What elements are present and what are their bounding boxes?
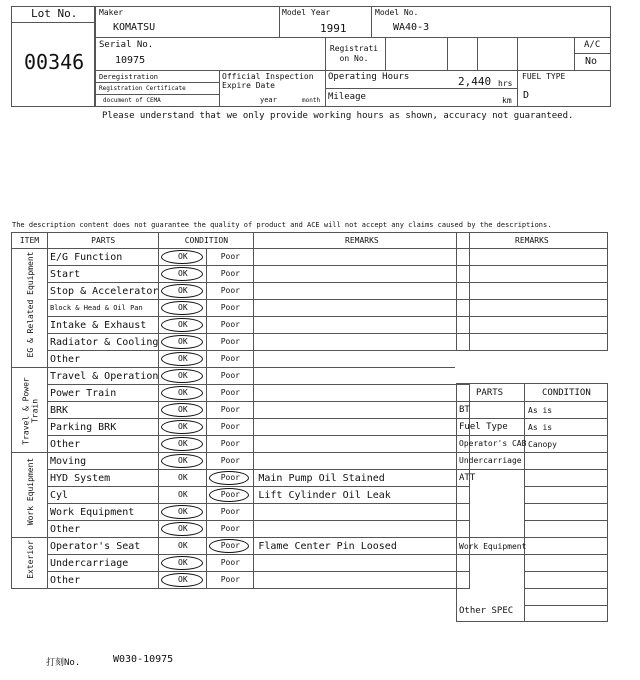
remark-cell bbox=[254, 504, 470, 521]
group-label: Travel & Power Train bbox=[21, 376, 39, 445]
ok-cell bbox=[159, 504, 207, 521]
poor-label: Poor bbox=[220, 507, 240, 516]
ok-label: OK bbox=[178, 269, 188, 278]
remark-cell bbox=[254, 300, 470, 317]
table-row bbox=[12, 249, 470, 266]
remark-cell bbox=[254, 266, 470, 283]
remark-cell bbox=[254, 283, 470, 300]
remark-cell bbox=[254, 334, 470, 351]
hrs-unit: hrs bbox=[498, 79, 513, 88]
poor-cell bbox=[207, 572, 254, 589]
poor-cell bbox=[207, 504, 254, 521]
ok-label: OK bbox=[178, 541, 188, 550]
part-name: Intake & Exhaust bbox=[48, 317, 159, 334]
part-name: Undercarriage bbox=[48, 555, 159, 572]
group-cell bbox=[12, 249, 48, 368]
condition-header: CONDITION bbox=[159, 233, 254, 249]
ok-cell bbox=[159, 351, 207, 368]
right-parts-header: PARTS bbox=[476, 388, 504, 398]
ok-label: OK bbox=[178, 507, 188, 516]
ok-label: OK bbox=[178, 558, 188, 567]
poor-label: Poor bbox=[220, 252, 240, 261]
maker-value: KOMATSU bbox=[113, 22, 156, 33]
remark-cell bbox=[254, 521, 470, 538]
table-row bbox=[12, 334, 470, 351]
ok-label: OK bbox=[178, 371, 188, 380]
table-row bbox=[12, 351, 470, 368]
poor-cell bbox=[207, 521, 254, 538]
part-name: Cyl bbox=[48, 487, 159, 504]
right-condition-value: As is bbox=[528, 406, 553, 415]
remark-cell bbox=[254, 402, 470, 419]
year-label: year bbox=[260, 96, 277, 104]
ok-cell bbox=[159, 419, 207, 436]
table-row bbox=[12, 402, 470, 419]
ok-cell bbox=[159, 555, 207, 572]
group-cell bbox=[12, 538, 48, 589]
right-part-name: Undercarriage bbox=[459, 456, 522, 465]
ok-cell bbox=[159, 470, 207, 487]
table-row bbox=[12, 300, 470, 317]
parts-header: PARTS bbox=[48, 233, 159, 249]
remark-cell bbox=[254, 453, 470, 470]
remark-cell bbox=[254, 419, 470, 436]
ok-label: OK bbox=[178, 575, 188, 584]
poor-cell bbox=[207, 334, 254, 351]
model-year-label: Model Year bbox=[282, 8, 331, 17]
right-remarks-header: REMARKS bbox=[515, 236, 549, 245]
poor-cell bbox=[207, 555, 254, 572]
ok-label: OK bbox=[178, 337, 188, 346]
cema-label: document of CEMA bbox=[103, 97, 161, 104]
operating-hours-value: 2,440 bbox=[458, 75, 492, 88]
part-name: Other bbox=[48, 436, 159, 453]
ok-label: OK bbox=[178, 354, 188, 363]
table-row bbox=[12, 368, 470, 385]
part-name: Stop & Accelerator bbox=[48, 283, 159, 300]
model-no-label: Model No. bbox=[375, 8, 419, 17]
table-row bbox=[12, 504, 470, 521]
ok-label: OK bbox=[178, 422, 188, 431]
ok-label: OK bbox=[178, 388, 188, 397]
registration-certificate-label: Registration Certificate bbox=[99, 85, 186, 92]
right-part-name: BT bbox=[459, 405, 470, 415]
inspection-table bbox=[11, 232, 470, 589]
poor-label: Poor bbox=[220, 541, 240, 550]
stamp-label: 打刻No. bbox=[46, 658, 81, 668]
right-condition-value: As is bbox=[528, 423, 553, 432]
poor-label: Poor bbox=[220, 371, 240, 380]
poor-cell bbox=[207, 368, 254, 385]
remarks-header: REMARKS bbox=[254, 233, 470, 249]
part-name: HYD System bbox=[48, 470, 159, 487]
remark-cell: Lift Cylinder Oil Leak bbox=[254, 487, 470, 504]
ok-label: OK bbox=[178, 320, 188, 329]
poor-cell bbox=[207, 385, 254, 402]
poor-cell bbox=[207, 300, 254, 317]
group-cell bbox=[12, 368, 48, 453]
remark-cell bbox=[254, 555, 470, 572]
model-year-value: 1991 bbox=[320, 22, 347, 35]
km-unit: km bbox=[502, 96, 512, 105]
fuel-type-label: FUEL TYPE bbox=[522, 72, 566, 81]
ok-label: OK bbox=[178, 524, 188, 533]
part-name: Travel & Operation bbox=[48, 368, 159, 385]
ok-cell bbox=[159, 538, 207, 555]
table-row bbox=[12, 266, 470, 283]
remark-cell bbox=[254, 436, 470, 453]
ok-cell bbox=[159, 385, 207, 402]
table-row bbox=[12, 453, 470, 470]
deregistration-label: Deregistration bbox=[99, 73, 159, 81]
ok-cell bbox=[159, 453, 207, 470]
table-row bbox=[12, 470, 470, 487]
part-name: Other bbox=[48, 521, 159, 538]
stamp-number: W030-10975 bbox=[113, 654, 174, 665]
remark-cell: Flame Center Pin Loosed bbox=[254, 538, 470, 555]
serial-value: 10975 bbox=[115, 55, 146, 66]
ok-cell bbox=[159, 266, 207, 283]
right-part-name: Operator's CAB bbox=[459, 439, 527, 448]
poor-cell bbox=[207, 453, 254, 470]
table-row bbox=[12, 436, 470, 453]
ok-cell bbox=[159, 249, 207, 266]
ok-cell bbox=[159, 572, 207, 589]
ok-label: OK bbox=[178, 252, 188, 261]
poor-cell bbox=[207, 538, 254, 555]
registration-label: Registrati on No. bbox=[329, 44, 379, 63]
ok-cell bbox=[159, 521, 207, 538]
table-row bbox=[12, 385, 470, 402]
ok-cell bbox=[159, 402, 207, 419]
poor-label: Poor bbox=[220, 354, 240, 363]
poor-cell bbox=[207, 419, 254, 436]
poor-label: Poor bbox=[220, 473, 240, 482]
ok-cell bbox=[159, 283, 207, 300]
ac-value: No bbox=[585, 56, 598, 67]
model-no-value: WA40-3 bbox=[393, 22, 430, 33]
ok-label: OK bbox=[178, 456, 188, 465]
ok-label: OK bbox=[178, 405, 188, 414]
poor-cell bbox=[207, 487, 254, 504]
month-label: month bbox=[302, 97, 321, 104]
table-row bbox=[12, 487, 470, 504]
table-row bbox=[12, 283, 470, 300]
poor-cell bbox=[207, 317, 254, 334]
poor-cell bbox=[207, 436, 254, 453]
other-spec-label: Other SPEC bbox=[459, 606, 514, 616]
remark-cell bbox=[254, 317, 470, 334]
right-condition-value: Canopy bbox=[528, 440, 557, 449]
ok-label: OK bbox=[178, 439, 188, 448]
part-name: BRK bbox=[48, 402, 159, 419]
group-label: EG & Related Equipment bbox=[25, 251, 35, 357]
group-cell bbox=[12, 453, 48, 538]
poor-cell bbox=[207, 283, 254, 300]
work-equipment-label: Work Equipment bbox=[459, 542, 527, 551]
ok-cell bbox=[159, 317, 207, 334]
poor-label: Poor bbox=[220, 320, 240, 329]
table-row bbox=[12, 538, 470, 555]
right-part-name: Fuel Type bbox=[459, 422, 508, 432]
table-row bbox=[12, 521, 470, 538]
poor-label: Poor bbox=[220, 286, 240, 295]
remark-cell: Main Pump Oil Stained bbox=[254, 470, 470, 487]
ac-label: A/C bbox=[584, 40, 601, 50]
part-name: Power Train bbox=[48, 385, 159, 402]
part-name: Other bbox=[48, 572, 159, 589]
part-name: Parking BRK bbox=[48, 419, 159, 436]
part-name: Operator's Seat bbox=[48, 538, 159, 555]
lot-label: Lot No. bbox=[31, 7, 78, 20]
table-row bbox=[12, 317, 470, 334]
mileage-label: Mileage bbox=[328, 92, 366, 102]
ok-label: OK bbox=[178, 473, 188, 482]
disclaimer: The description content does not guarantee the quality of product and ACE will not accept any claims caused by the descriptions. bbox=[12, 221, 552, 229]
poor-label: Poor bbox=[220, 490, 240, 499]
ok-cell bbox=[159, 368, 207, 385]
poor-cell bbox=[207, 249, 254, 266]
remark-cell bbox=[254, 385, 470, 402]
poor-label: Poor bbox=[220, 575, 240, 584]
poor-label: Poor bbox=[220, 456, 240, 465]
poor-label: Poor bbox=[220, 439, 240, 448]
remark-cell bbox=[254, 572, 470, 589]
remark-cell bbox=[254, 249, 470, 266]
part-name: Work Equipment bbox=[48, 504, 159, 521]
poor-cell bbox=[207, 351, 254, 368]
group-label: Work Equipment bbox=[25, 457, 35, 525]
remark-cell bbox=[254, 351, 470, 368]
poor-cell bbox=[207, 266, 254, 283]
operating-hours-label: Operating Hours bbox=[328, 72, 410, 82]
poor-label: Poor bbox=[220, 405, 240, 414]
ok-cell bbox=[159, 334, 207, 351]
group-label: Exterior bbox=[25, 539, 35, 579]
hours-accuracy-note: Please understand that we only provide working hours as shown, accuracy not guaranteed. bbox=[102, 111, 574, 121]
table-row bbox=[12, 572, 470, 589]
part-name: Moving bbox=[48, 453, 159, 470]
ok-cell bbox=[159, 436, 207, 453]
ok-cell bbox=[159, 487, 207, 504]
table-row bbox=[12, 555, 470, 572]
poor-label: Poor bbox=[220, 269, 240, 278]
table-row bbox=[12, 419, 470, 436]
poor-label: Poor bbox=[220, 558, 240, 567]
ok-label: OK bbox=[178, 303, 188, 312]
ok-cell bbox=[159, 300, 207, 317]
right-part-name: ATT bbox=[459, 473, 476, 483]
part-name: Radiator & Cooling bbox=[48, 334, 159, 351]
poor-label: Poor bbox=[220, 337, 240, 346]
maker-label: Maker bbox=[99, 8, 124, 17]
poor-cell bbox=[207, 402, 254, 419]
poor-label: Poor bbox=[220, 303, 240, 312]
lot-number: 00346 bbox=[24, 50, 85, 74]
ok-label: OK bbox=[178, 490, 188, 499]
fuel-type-value: D bbox=[523, 90, 530, 101]
part-name: Start bbox=[48, 266, 159, 283]
ok-label: OK bbox=[178, 286, 188, 295]
part-name: Block & Head & Oil Pan bbox=[48, 300, 159, 317]
part-name: Other bbox=[48, 351, 159, 368]
serial-label: Serial No. bbox=[99, 40, 154, 50]
poor-label: Poor bbox=[220, 524, 240, 533]
remark-cell bbox=[254, 368, 470, 385]
right-condition-header: CONDITION bbox=[542, 388, 591, 398]
part-name: E/G Function bbox=[48, 249, 159, 266]
poor-label: Poor bbox=[220, 422, 240, 431]
poor-cell bbox=[207, 470, 254, 487]
poor-label: Poor bbox=[220, 388, 240, 397]
item-header: ITEM bbox=[12, 233, 48, 249]
inspection-label: Official Inspection Expire Date bbox=[222, 72, 314, 90]
